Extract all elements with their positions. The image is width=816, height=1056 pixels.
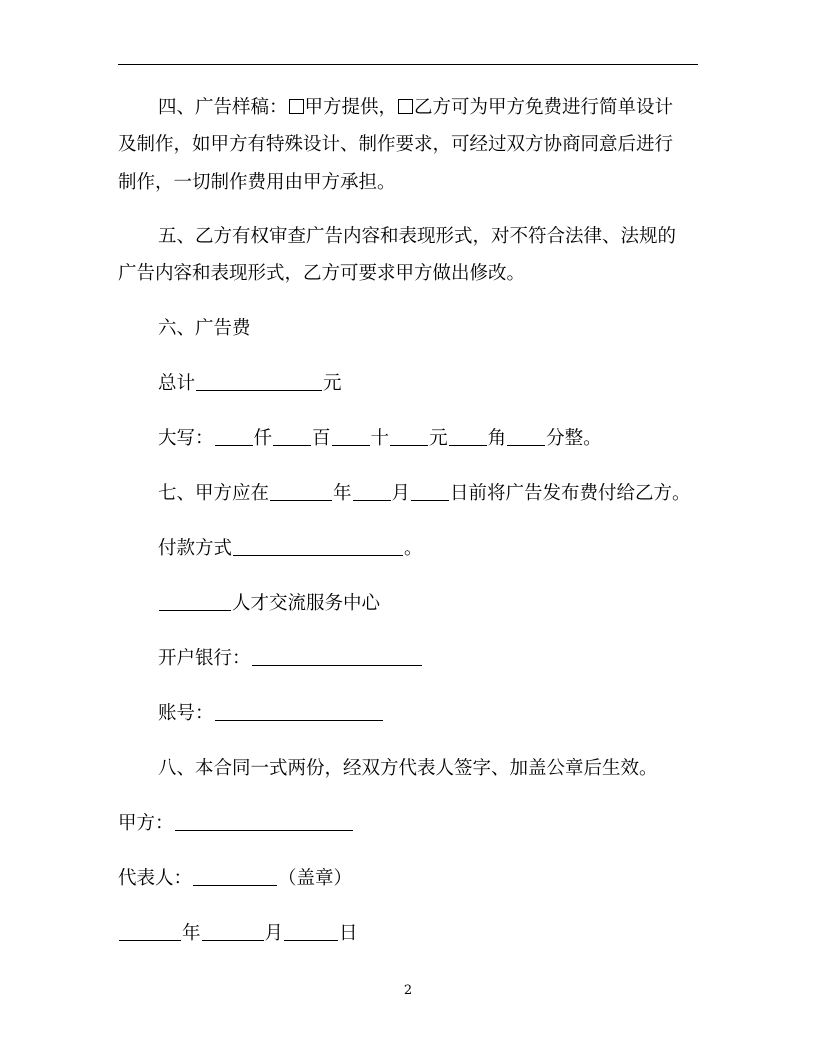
payment-method-field[interactable]	[233, 537, 403, 556]
unit-shi: 十	[370, 428, 390, 449]
header-rule	[118, 64, 698, 65]
party-a-row	[118, 804, 698, 844]
unit-bai: 百	[312, 428, 331, 449]
pay-month-field[interactable]	[353, 482, 391, 501]
shi-field[interactable]	[332, 427, 370, 446]
amount-in-words-row	[118, 419, 738, 459]
clause-5-line-2: 广告内容和表现形式，乙方可要求甲方做出修改。	[118, 263, 526, 284]
pay-month-label: 月	[391, 483, 411, 504]
party-a-label: 甲方：	[118, 813, 174, 834]
clause-6-title: 六、广告费	[158, 318, 251, 339]
center-row	[118, 584, 738, 624]
total-row	[118, 364, 738, 404]
clause-4-line-2: 及制作，如甲方有特殊设计、制作要求，可经过双方协商同意后进行	[118, 134, 674, 155]
pay-year-field[interactable]	[270, 482, 332, 501]
sign-day-label: 日	[339, 923, 358, 944]
account-label: 账号：	[158, 703, 214, 724]
bank-label: 开户银行：	[158, 648, 251, 669]
unit-jiao: 角	[487, 428, 507, 449]
total-label: 总计	[158, 373, 196, 394]
checkbox-party-b[interactable]	[398, 99, 413, 114]
qian-field[interactable]	[215, 427, 253, 446]
payment-method-label: 付款方式	[158, 538, 233, 559]
clause-4-line-3: 制作，一切制作费用由甲方承担。	[118, 172, 396, 193]
clause-8-line: 八、本合同一式两份，经双方代表人签字、加盖公章后生效。	[158, 758, 658, 779]
total-unit: 元	[323, 373, 342, 394]
clause-7-line	[118, 474, 738, 514]
clause-4-line-1	[118, 88, 738, 128]
payment-method-end: 。	[404, 538, 423, 559]
clause-7-suffix: 日前将广告发布费付给乙方。	[450, 483, 691, 504]
clause-5-line-1: 五、乙方有权审查广告内容和表现形式，对不符合法律、法规的	[158, 226, 677, 247]
words-label: 大写：	[158, 428, 214, 449]
representative-label: 代表人：	[118, 868, 193, 889]
unit-yuan: 元	[429, 428, 448, 449]
total-amount-field[interactable]	[196, 372, 322, 391]
account-row	[118, 694, 738, 734]
page-number: 2	[403, 983, 413, 998]
sign-day-field[interactable]	[284, 922, 338, 941]
center-prefix-field[interactable]	[159, 592, 231, 611]
unit-fen: 分整。	[546, 428, 602, 449]
sign-month-field[interactable]	[202, 922, 264, 941]
option-party-a-label: 甲方提供，	[304, 97, 398, 118]
bank-row	[118, 639, 738, 679]
pay-year-label: 年	[333, 483, 352, 504]
fen-field[interactable]	[507, 427, 545, 446]
account-field[interactable]	[215, 702, 383, 721]
clause-7-prefix: 七、甲方应在	[158, 483, 270, 504]
jiao-field[interactable]	[449, 427, 487, 446]
representative-field[interactable]	[193, 867, 277, 886]
payment-method-row	[118, 529, 738, 569]
yuan-field[interactable]	[390, 427, 428, 446]
sign-year-label: 年	[182, 923, 201, 944]
seal-label: （盖章）	[278, 868, 353, 889]
sign-month-label: 月	[264, 923, 284, 944]
bank-field[interactable]	[252, 647, 422, 666]
representative-row	[118, 859, 698, 899]
unit-qian: 仟	[253, 428, 273, 449]
date-row	[118, 914, 698, 954]
checkbox-party-a[interactable]	[289, 99, 304, 114]
sign-year-field[interactable]	[119, 922, 181, 941]
pay-day-field[interactable]	[411, 482, 449, 501]
option-party-b-label: 乙方可为甲方免费进行简单设计	[414, 97, 674, 118]
center-name: 人才交流服务中心	[232, 593, 381, 614]
bai-field[interactable]	[273, 427, 311, 446]
clause-4-heading: 四、广告样稿：	[158, 97, 288, 118]
party-a-field[interactable]	[175, 812, 353, 831]
